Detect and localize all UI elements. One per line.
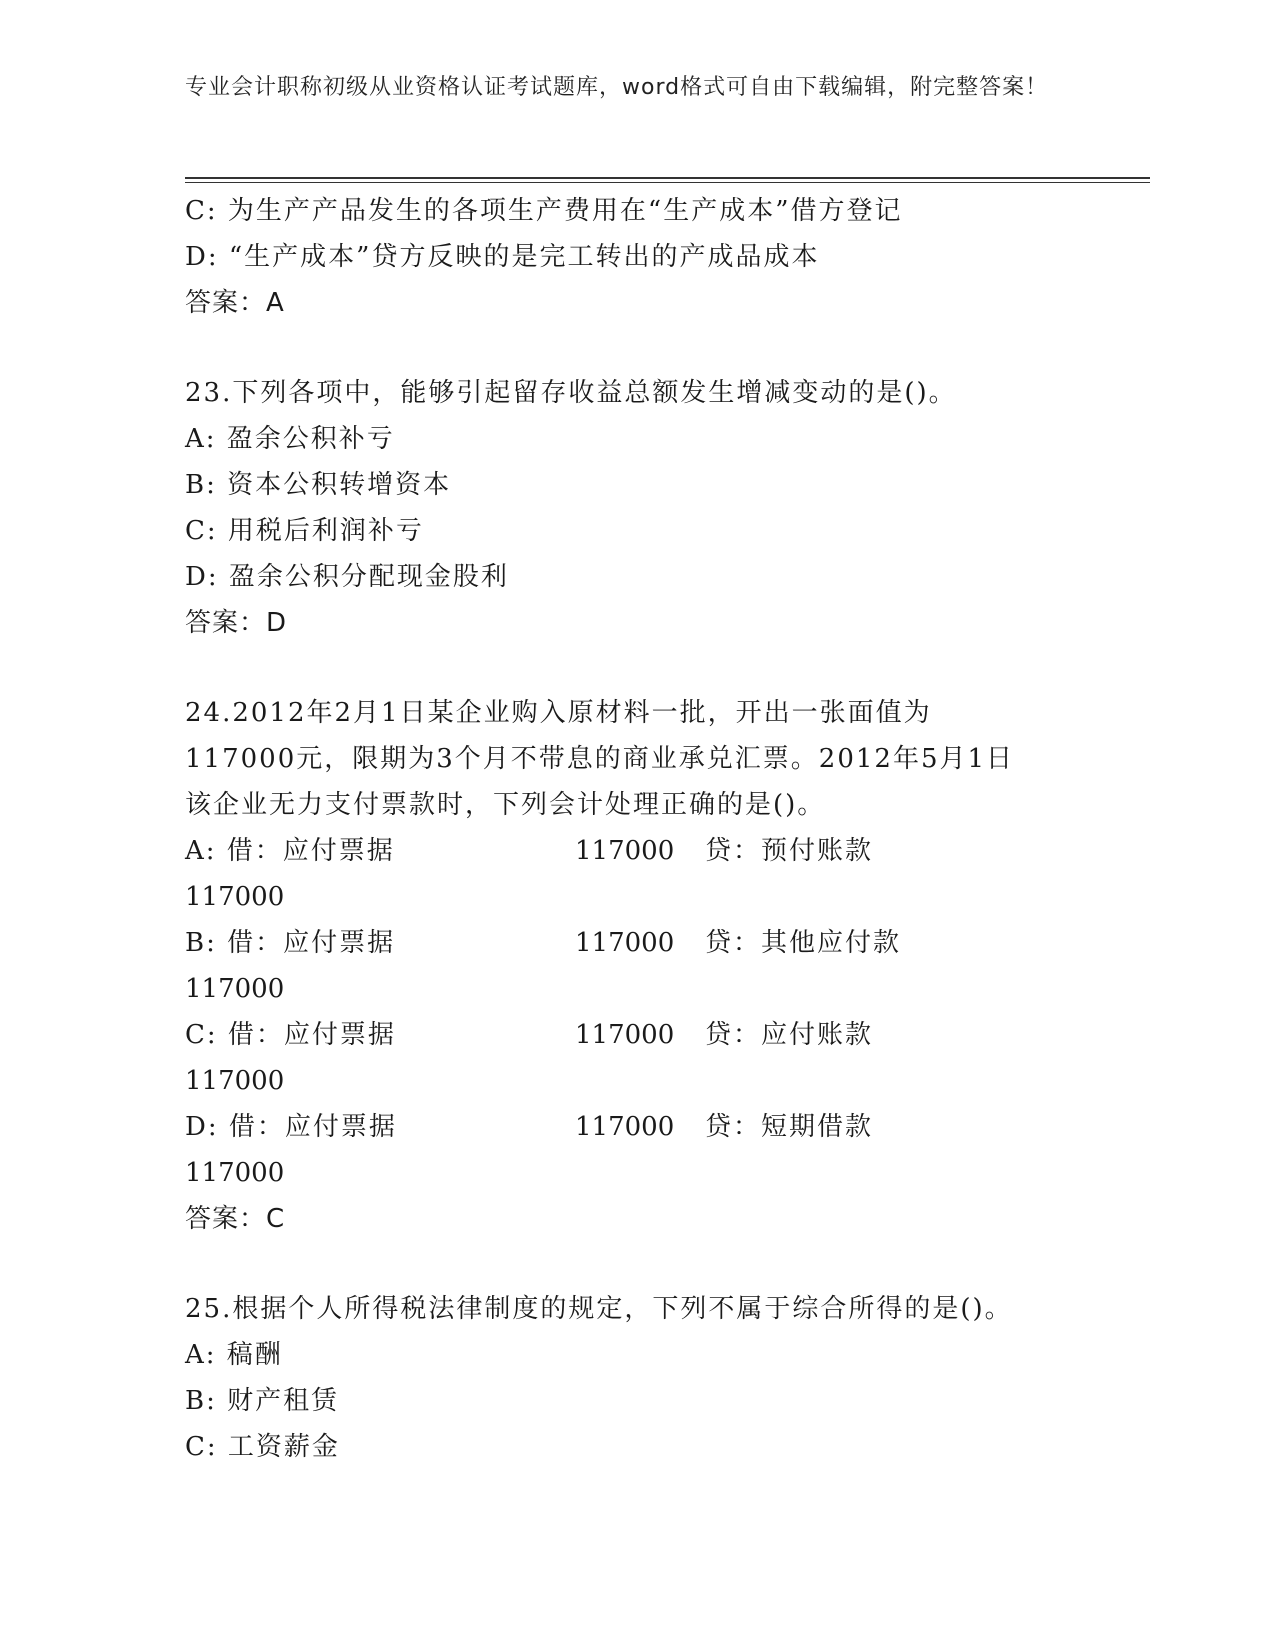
debit-amount: 117000 — [575, 1020, 675, 1050]
header-rule-thick — [185, 177, 1150, 179]
spacer — [185, 646, 1085, 690]
option-c: C: 为生产产品发生的各项生产费用在“生产成本”借方登记 — [185, 196, 903, 226]
credit-account: 贷：短期借款 — [705, 1112, 874, 1142]
option-a: A: 稿酬 — [185, 1340, 283, 1370]
header-rule-thin — [185, 182, 1150, 183]
answer-line: 答案：A — [185, 288, 285, 318]
credit-account: 贷：应付账款 — [705, 1020, 874, 1050]
question-23: 23.下列各项中，能够引起留存收益总额发生增减变动的是()。 — [185, 378, 957, 408]
credit-amount: 117000 — [185, 882, 285, 912]
credit-amount: 117000 — [185, 1066, 285, 1096]
document-body — [185, 188, 1085, 1470]
option-c: C: 工资薪金 — [185, 1432, 340, 1462]
option-b: B: 财产租赁 — [185, 1386, 340, 1416]
question-24: 24.2012年2月1日某企业购入原材料一批，开出一张面值为117000元，限期为3个月不带息的商业承兑汇票。2012年5月1日该企业无力支付票款时，下列会计处理正确的是()。 — [185, 698, 1015, 820]
spacer — [185, 326, 1085, 370]
debit-account: C: 借：应付票据 — [185, 1020, 396, 1050]
option-d: D: “生产成本”贷方反映的是完工转出的产成品成本 — [185, 242, 820, 272]
debit-amount: 117000 — [575, 1112, 675, 1142]
credit-account: 贷：其他应付款 — [705, 928, 902, 958]
option-a — [185, 828, 1085, 874]
answer-line: 答案：D — [185, 608, 288, 638]
debit-amount: 117000 — [575, 928, 675, 958]
question-25: 25.根据个人所得税法律制度的规定，下列不属于综合所得的是()。 — [185, 1294, 1013, 1324]
credit-amount: 117000 — [185, 974, 285, 1004]
option-c: C: 用税后利润补亏 — [185, 516, 424, 546]
spacer — [185, 1242, 1085, 1286]
option-b — [185, 920, 1085, 966]
debit-account: A: 借：应付票据 — [185, 836, 395, 866]
option-c — [185, 1012, 1085, 1058]
debit-amount: 117000 — [575, 836, 675, 866]
credit-amount: 117000 — [185, 1158, 285, 1188]
credit-account: 贷：预付账款 — [705, 836, 874, 866]
option-d: D: 盈余公积分配现金股利 — [185, 562, 509, 592]
answer-line: 答案：C — [185, 1204, 286, 1234]
option-a: A: 盈余公积补亏 — [185, 424, 395, 454]
debit-account: B: 借：应付票据 — [185, 928, 396, 958]
page-header: 专业会计职称初级从业资格认证考试题库，word格式可自由下载编辑，附完整答案！ — [185, 75, 1049, 100]
debit-account: D: 借：应付票据 — [185, 1112, 397, 1142]
option-d — [185, 1104, 1085, 1150]
option-b: B: 资本公积转增资本 — [185, 470, 452, 500]
